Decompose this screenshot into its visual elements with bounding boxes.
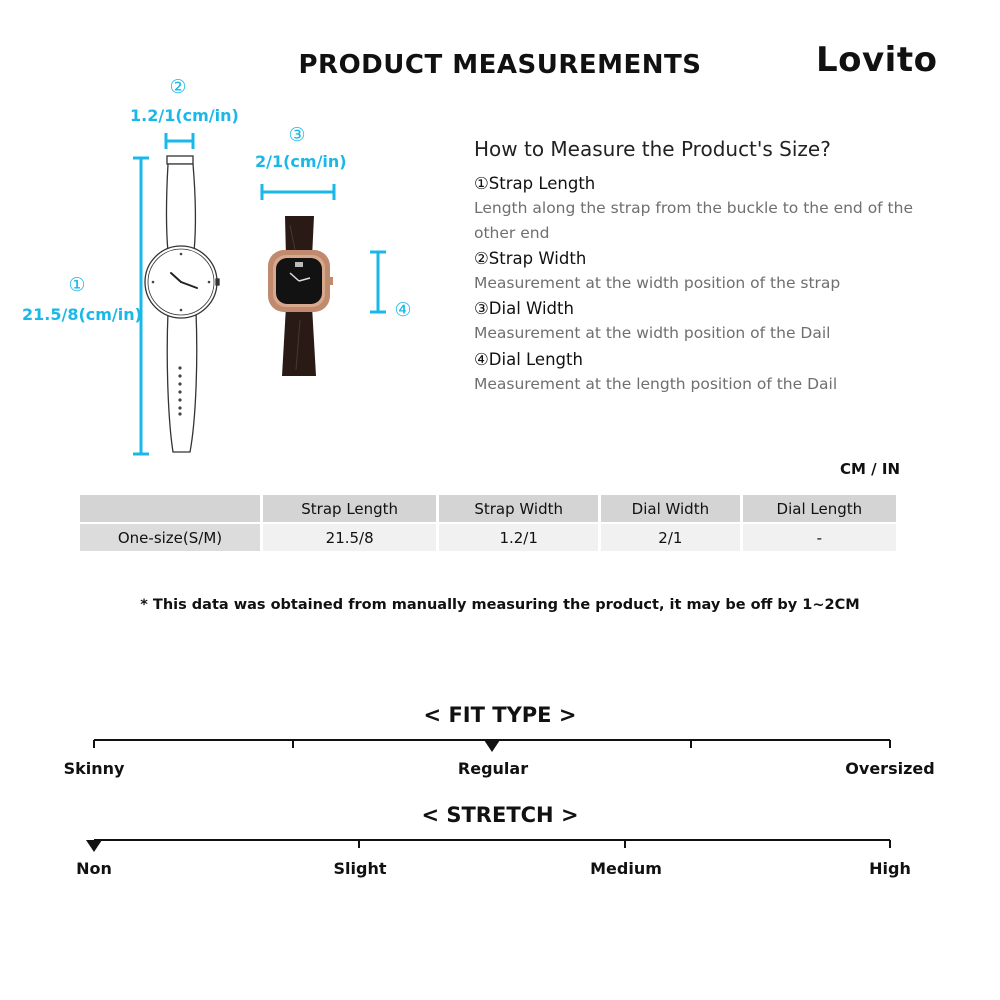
table-cell: 1.2/1 xyxy=(439,524,598,551)
stretch-label-high: High xyxy=(869,859,911,878)
howto-desc: Measurement at the length position of the Dail xyxy=(474,375,838,393)
strap-length-measure-bar xyxy=(133,158,149,454)
table-cell: 2/1 xyxy=(601,524,740,551)
howto-title: How to Measure the Product's Size? xyxy=(474,137,831,161)
howto-item-dial-width xyxy=(474,296,944,346)
howto-item-dial-length xyxy=(474,347,944,397)
howto-item-strap-length xyxy=(474,171,944,246)
howto-heading: ④Dial Length xyxy=(474,350,583,369)
howto-heading: ②Strap Width xyxy=(474,249,587,268)
stretch-title: < STRETCH > xyxy=(421,803,579,827)
measure-1-value: 21.5/8(cm/in) xyxy=(22,305,142,324)
measure-3-number: ③ xyxy=(288,124,306,146)
howto-desc: Measurement at the width position of the Dail xyxy=(474,324,831,342)
measure-4-number: ④ xyxy=(394,299,412,321)
stretch-label-non: Non xyxy=(76,859,112,878)
measure-2-number: ② xyxy=(169,76,187,98)
measurement-note: * This data was obtained from manually measuring the product, it may be off by 1~2CM xyxy=(140,597,860,613)
fit-label-skinny: Skinny xyxy=(63,759,125,778)
stretch-scale xyxy=(0,830,1000,860)
fit-label-regular: Regular xyxy=(457,759,529,778)
howto-heading: ③Dial Width xyxy=(474,299,574,318)
table-header-cell: Dial Width xyxy=(601,495,740,522)
measure-2-value: 1.2/1(cm/in) xyxy=(130,106,239,125)
stretch-marker xyxy=(86,840,102,852)
howto-desc: Measurement at the width position of the strap xyxy=(474,274,841,292)
brand-logo: Lovito xyxy=(816,40,938,80)
table-row xyxy=(80,524,896,551)
table-header-cell xyxy=(80,495,260,522)
stretch-label-medium: Medium xyxy=(590,859,662,878)
table-header-cell: Dial Length xyxy=(743,495,896,522)
howto-item-strap-width xyxy=(474,246,944,296)
table-cell: - xyxy=(743,524,896,551)
measure-1-number: ① xyxy=(68,274,86,296)
table-header-cell: Strap Length xyxy=(263,495,436,522)
howto-desc: Length along the strap from the buckle to the end of the other end xyxy=(474,199,913,242)
stretch-label-slight: Slight xyxy=(333,859,387,878)
fit-type-scale xyxy=(0,730,1000,760)
table-cell: 21.5/8 xyxy=(263,524,436,551)
watch-diagram xyxy=(0,0,460,470)
outline-watch-icon xyxy=(145,156,219,452)
dial-width-measure-bar xyxy=(262,184,334,200)
fit-type-marker xyxy=(484,740,500,752)
page-title: PRODUCT MEASUREMENTS xyxy=(298,50,702,80)
measure-3-value: 2/1(cm/in) xyxy=(255,152,347,171)
table-cell-size: One-size(S/M) xyxy=(80,524,260,551)
size-table xyxy=(77,493,899,553)
fit-type-title: < FIT TYPE > xyxy=(423,703,577,727)
dial-length-measure-bar xyxy=(370,252,386,312)
fit-label-oversized: Oversized xyxy=(845,759,935,778)
table-header-row xyxy=(80,495,896,522)
howto-heading: ①Strap Length xyxy=(474,174,596,193)
table-header-cell: Strap Width xyxy=(439,495,598,522)
unit-label: CM / IN xyxy=(840,460,900,478)
strap-width-measure-bar xyxy=(166,133,193,149)
photo-watch-icon xyxy=(268,216,333,376)
